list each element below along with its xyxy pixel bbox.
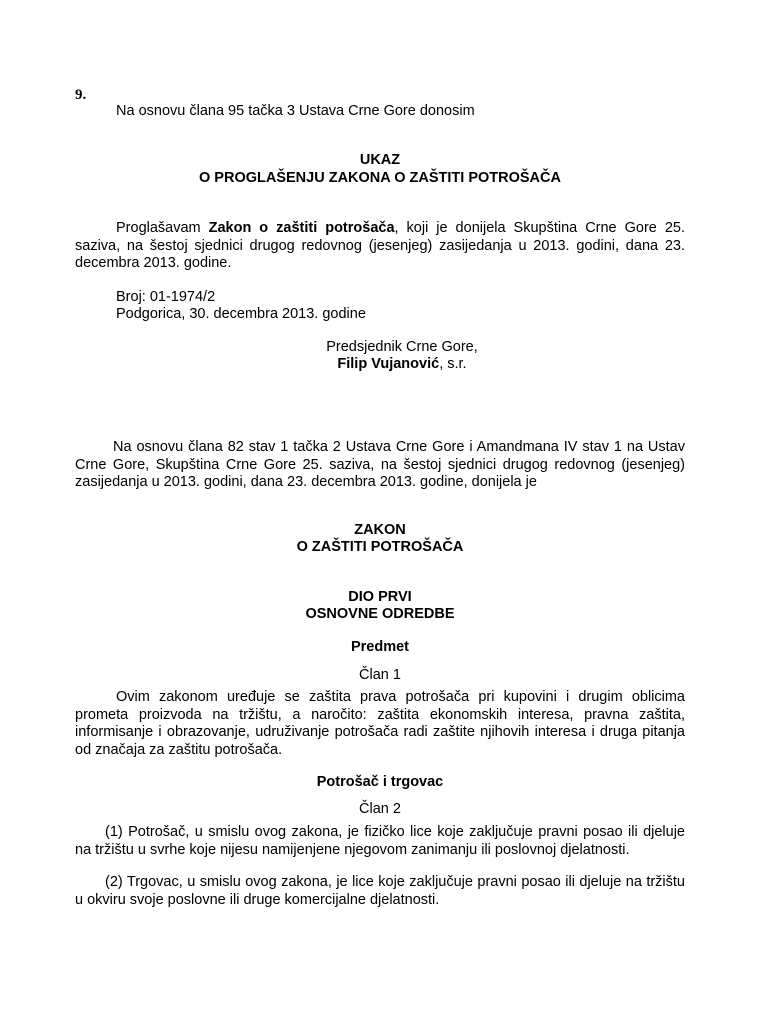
article-2-label: Član 2 [359, 801, 401, 817]
article-2-paragraph-1: (1) Potrošač, u smislu ovog zakona, je fizičko lice koje zaključuje pravni posao ili djeluje na tržištu u svrhe koje nijesu namijenjene njegovom zanimanju ili poslovnoj djelatnosti. [75, 824, 685, 858]
proclamation-law-name: Zakon o zaštiti potrošača [208, 220, 395, 236]
proclamation-pre: Proglašavam [116, 220, 209, 236]
zakon-title: ZAKON [354, 522, 406, 538]
part-subtitle: OSNOVNE ODREDBE [305, 606, 455, 622]
president-suffix: , s.r. [439, 356, 467, 372]
proclamation-post: , koji je donijela Skupština Crne Gore 25. saziva, na šestoj sjednici drugog redovnog (jesenjeg) zasijedanja u 2013. godini, dana 23. decembra 2013. godine. [75, 220, 685, 271]
president-title: Predsjednik Crne Gore, [326, 339, 478, 355]
intro-line: Na osnovu člana 95 tačka 3 Ustava Crne Gore donosim [116, 103, 475, 119]
broj-line: Broj: 01-1974/2 [116, 289, 216, 305]
article-1-paragraph-1: Ovim zakonom uređuje se zaštita prava potrošača pri kupovini i drugim oblicima prometa proizvoda na tržištu, a naročito: zaštita ekonomskih interesa, pravna zaštita, informisanje i obrazovanje, udruživanje potrošača radi zaštite njihovih interesa i druga pitanja od značaja za zaštitu potrošača. [75, 689, 685, 758]
article-1-label: Član 1 [359, 667, 401, 683]
ukaz-subtitle: O PROGLAŠENJU ZAKONA O ZAŠTITI POTROŠAČA [199, 170, 561, 186]
article-2-paragraph-2: (2) Trgovac, u smislu ovog zakona, je lice koje zaključuje pravni posao ili djeluje na tržištu u okviru svoje poslovne ili druge komercijalne djelatnosti. [75, 874, 685, 908]
article-1-heading: Predmet [350, 639, 410, 655]
zakon-subtitle: O ZAŠTITI POTROŠAČA [296, 539, 464, 555]
place-date-line: Podgorica, 30. decembra 2013. godine [116, 306, 366, 322]
article-2-heading: Potrošač i trgovac [316, 774, 444, 790]
document-number: 9. [75, 87, 87, 103]
ukaz-title: UKAZ [359, 152, 401, 168]
president-name: Filip Vujanović [337, 356, 440, 372]
president-signature [75, 356, 685, 374]
preamble-paragraph: Na osnovu člana 82 stav 1 tačka 2 Ustava Crne Gore i Amandmana IV stav 1 na Ustav Crne Gore, Skupština Crne Gore 25. saziva, na šestoj sjednici drugog redovnog (jesenjeg) zasijedanja u 2013. godini, dana 23. decembra 2013. godine, donijela je [75, 439, 685, 490]
part-title: DIO PRVI [348, 589, 412, 605]
proclamation-paragraph [75, 220, 685, 273]
